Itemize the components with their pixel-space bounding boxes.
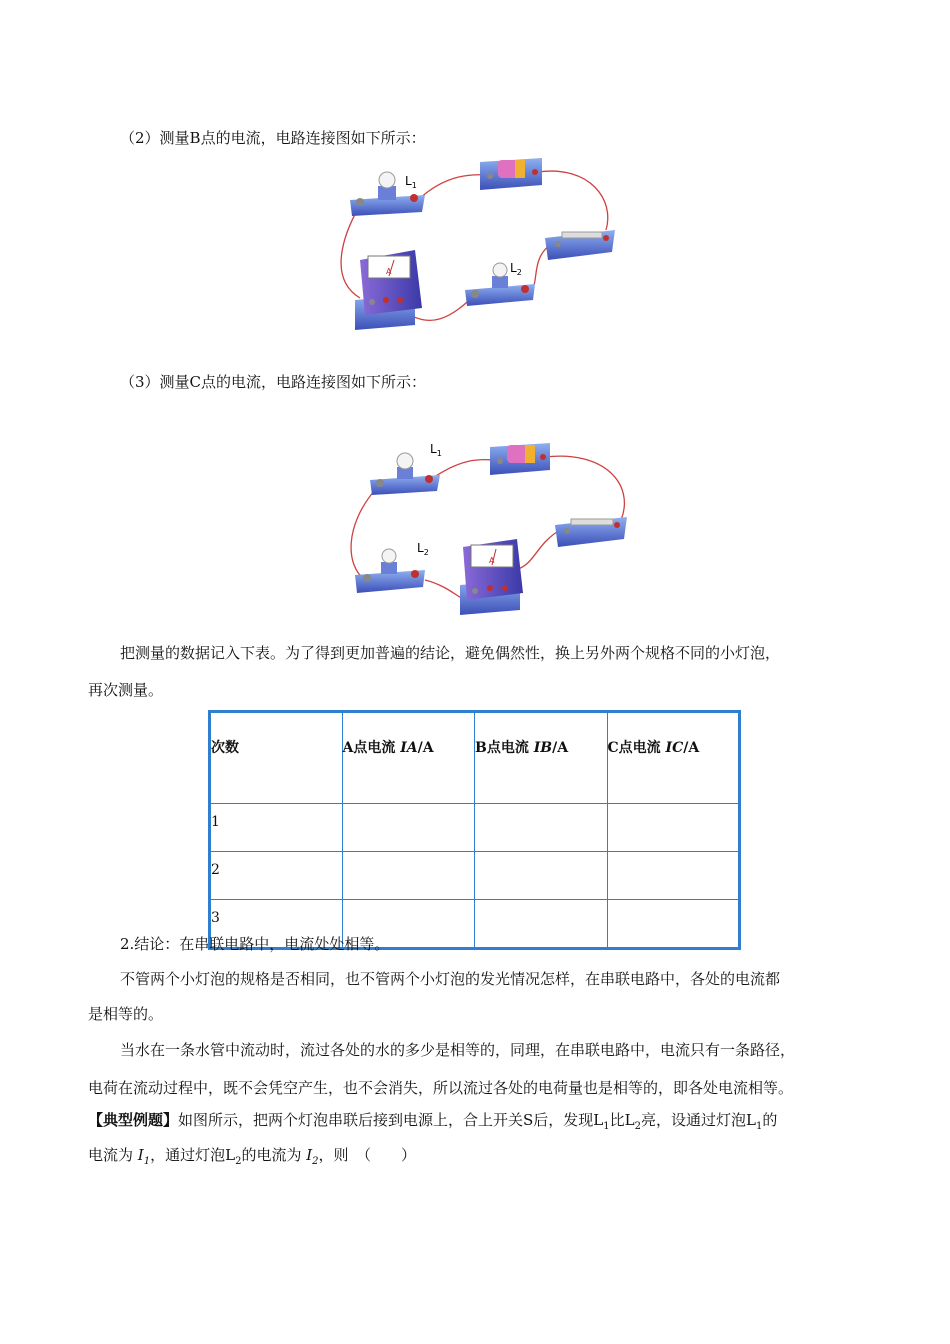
label-l2: $L_2$ <box>510 261 522 277</box>
section3-heading: （3）测量C点的电流，电路连接图如下所示： <box>120 373 427 391</box>
conclusion-p1-line2: 是相等的。 <box>88 1005 164 1023</box>
circuit-diagram-c <box>345 435 645 620</box>
conclusion-title: 2.结论：在串联电路中，电流处处相等。 <box>120 935 390 953</box>
bulb-l2 <box>355 549 425 593</box>
intro-line-1: 把测量的数据记入下表。为了得到更加普遍的结论，避免偶然性，换上另外两个规格不同的小灯泡， <box>120 644 781 662</box>
bulb-l1 <box>350 172 425 216</box>
battery <box>480 158 542 190</box>
circuit-diagram-b <box>330 150 630 335</box>
measurement-table <box>208 710 741 950</box>
table-row: 1 <box>210 804 740 852</box>
header-a: A点电流 IA/A <box>342 712 475 804</box>
svg-text:A: A <box>386 267 392 276</box>
header-count: 次数 <box>210 712 343 804</box>
conclusion-p2-line1: 当水在一条水管中流动时，流过各处的水的多少是相等的，同理，在串联电路中，电流只有一条路径， <box>120 1041 796 1059</box>
example-line-2: 电流为 $I_1$，通过灯泡$L_2$的电流为 $I_2$，则 （ ） <box>88 1146 417 1167</box>
conclusion-p1-line1: 不管两个小灯泡的规格是否相同，也不管两个小灯泡的发光情况怎样，在串联电路中，各处的电流都 <box>120 970 781 988</box>
conclusion-p2-line2: 电荷在流动过程中，既不会凭空产生，也不会消失，所以流过各处的电荷量也是相等的，即各处电流相等。 <box>88 1079 794 1097</box>
switch <box>555 517 627 547</box>
table-row: 2 <box>210 852 740 900</box>
example-line-1: 【典型例题】如图所示，把两个灯泡串联后接到电源上，合上开关S后，发现$L_1$比$L_2$亮，设通过灯泡$L_1$的 <box>88 1111 778 1132</box>
battery <box>490 443 550 475</box>
example-tag: 【典型例题】 <box>88 1111 179 1129</box>
section2-heading: （2）测量B点的电流，电路连接图如下所示： <box>120 129 426 147</box>
header-b: B点电流 IB/A <box>475 712 608 804</box>
ammeter <box>355 250 422 330</box>
svg-text:A: A <box>489 556 495 565</box>
header-c: C点电流 IC/A <box>607 712 740 804</box>
table-row: 3 <box>210 900 740 949</box>
bulb-l1 <box>370 453 440 495</box>
bulb-l2 <box>465 263 535 306</box>
label-l1: $L_1$ <box>405 174 417 190</box>
intro-line-2: 再次测量。 <box>88 681 164 699</box>
switch <box>545 230 615 260</box>
ammeter <box>460 539 523 615</box>
label-l2: $L_2$ <box>417 541 429 557</box>
label-l1: $L_1$ <box>430 442 442 458</box>
